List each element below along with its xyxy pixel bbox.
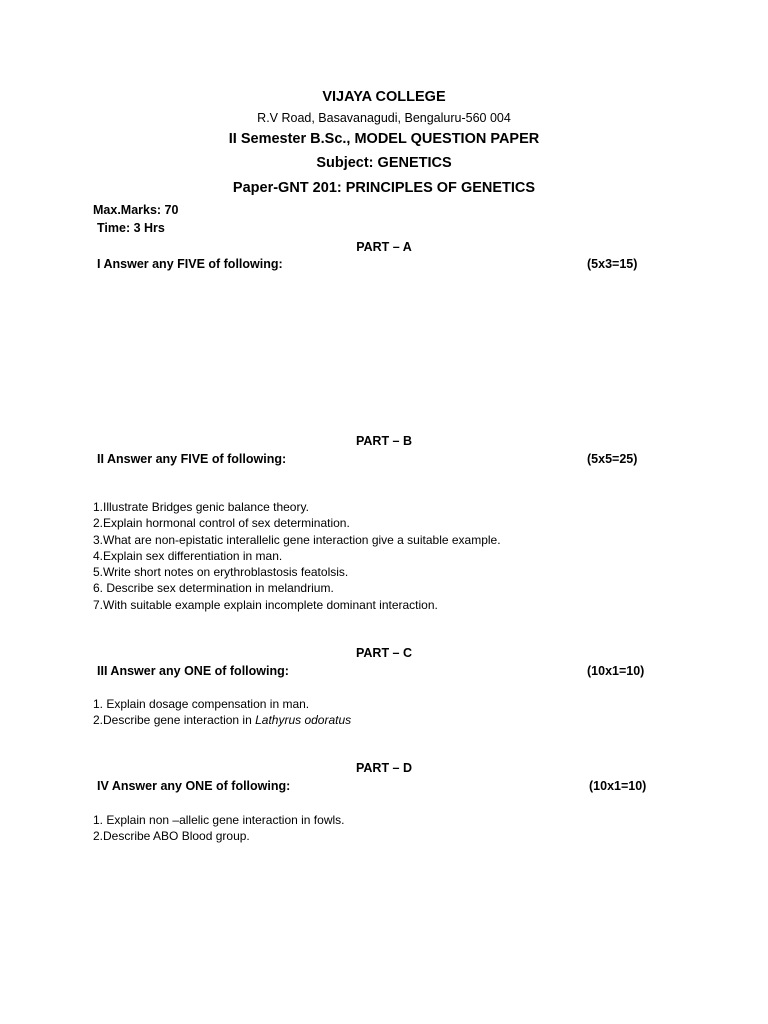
list-item: 4.Explain sex differentiation in man. [93, 548, 283, 563]
list-item: 1. Explain dosage compensation in man. [93, 697, 310, 711]
part-b-title: PART – B [355, 434, 413, 448]
part-c-question-list [93, 696, 351, 729]
subject-title: Subject: GENETICS [316, 155, 452, 171]
part-c-instruction: III Answer any ONE of following: [97, 664, 289, 678]
part-b-question-list [93, 499, 501, 613]
list-item: 3.What are non-epistatic interallelic gene interaction give a suitable example. [93, 532, 501, 547]
part-d-title: PART – D [355, 761, 413, 775]
list-item: 1.Illustrate Bridges genic balance theory. [93, 500, 309, 514]
list-item [93, 712, 351, 728]
part-d-question-list [93, 812, 344, 845]
paper-title: Paper-GNT 201: PRINCIPLES OF GENETICS [232, 180, 536, 196]
list-item: 6. Describe sex determination in melandrium. [93, 581, 334, 596]
list-item: 7.With suitable example explain incomplete dominant interaction. [93, 597, 438, 612]
part-a-title: PART – A [356, 240, 412, 254]
list-item: 5.Write short notes on erythroblastosis featolsis. [93, 565, 349, 580]
time-allowed: Time: 3 Hrs [97, 221, 165, 235]
part-b-marks: (5x5=25) [587, 452, 638, 466]
college-address: R.V Road, Basavanagudi, Bengaluru-560 004 [257, 111, 511, 125]
species-name: Lathyrus odoratus [255, 713, 352, 728]
question-text: 2.Describe gene interaction in [93, 713, 256, 728]
list-item: 2.Explain hormonal control of sex determination. [93, 516, 350, 531]
part-a-instruction: I Answer any FIVE of following: [97, 257, 283, 271]
part-b-instruction: II Answer any FIVE of following: [97, 452, 287, 466]
list-item: 2.Describe ABO Blood group. [93, 829, 250, 844]
college-name: VIJAYA COLLEGE [322, 89, 446, 105]
part-a-marks: (5x3=15) [587, 257, 638, 271]
max-marks: Max.Marks: 70 [93, 203, 179, 217]
list-item: 1. Explain non –allelic gene interaction in fowls. [93, 813, 345, 827]
part-c-marks: (10x1=10) [587, 664, 645, 678]
semester-title: II Semester B.Sc., MODEL QUESTION PAPER [228, 131, 540, 147]
part-d-instruction: IV Answer any ONE of following: [97, 779, 291, 793]
part-c-title: PART – C [355, 646, 413, 660]
part-d-marks: (10x1=10) [589, 779, 647, 793]
